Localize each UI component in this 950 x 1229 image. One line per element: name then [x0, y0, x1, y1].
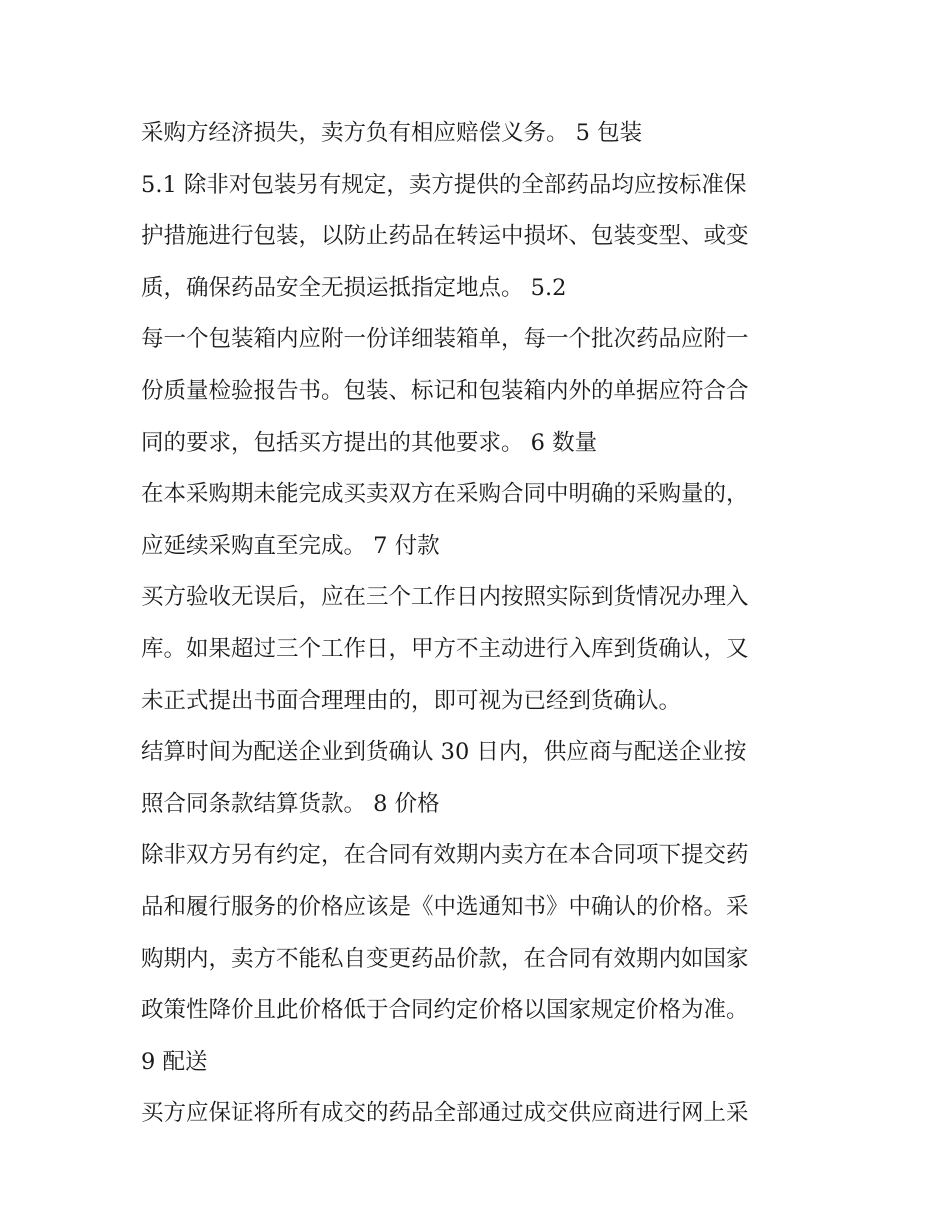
text-line: 品和履行服务的价格应该是《中选通知书》中确认的价格。采: [141, 893, 749, 920]
text-line: 在本采购期未能完成买卖双方在采购合同中明确的采购量的，: [141, 481, 749, 508]
text-line: 每一个包装箱内应附一份详细装箱单，每一个批次药品应附一: [141, 326, 749, 353]
text-line: 应延续采购直至完成。 7 付款: [141, 532, 440, 559]
text-line: 照合同条款结算货款。 8 价格: [141, 790, 440, 817]
document-body: [141, 108, 831, 1140]
text-line: 购期内，卖方不能私自变更药品价款，在合同有效期内如国家: [141, 945, 749, 972]
text-line: 份质量检验报告书。包装、标记和包装箱内外的单据应符合合: [141, 377, 749, 404]
text-line: 买方应保证将所有成交的药品全部通过成交供应商进行网上采: [141, 1100, 749, 1127]
text-line: 9 配送: [141, 1048, 208, 1075]
text-line: 政策性降价且此价格低于合同约定价格以国家规定价格为准。: [141, 997, 749, 1024]
text-line: 买方验收无误后，应在三个工作日内按照实际到货情况办理入: [141, 584, 749, 611]
text-line: 同的要求，包括买方提出的其他要求。 6 数量: [141, 429, 598, 456]
text-line: 未正式提出书面合理理由的，即可视为已经到货确认。: [141, 687, 682, 714]
text-line: 护措施进行包装，以防止药品在转运中损坏、包装变型、或变: [141, 223, 749, 250]
text-line: 质，确保药品安全无损运抵指定地点。 5.2: [141, 274, 567, 301]
text-line: 5.1 除非对包装另有规定，卖方提供的全部药品均应按标准保: [141, 171, 747, 198]
text-line: 采购方经济损失，卖方负有相应赔偿义务。 5 包装: [141, 120, 643, 146]
text-line: 库。如果超过三个工作日，甲方不主动进行入库到货确认，又: [141, 635, 749, 662]
text-line: 除非双方另有约定，在合同有效期内卖方在本合同项下提交药: [141, 842, 749, 869]
text-line: 结算时间为配送企业到货确认 30 日内，供应商与配送企业按: [141, 739, 747, 766]
